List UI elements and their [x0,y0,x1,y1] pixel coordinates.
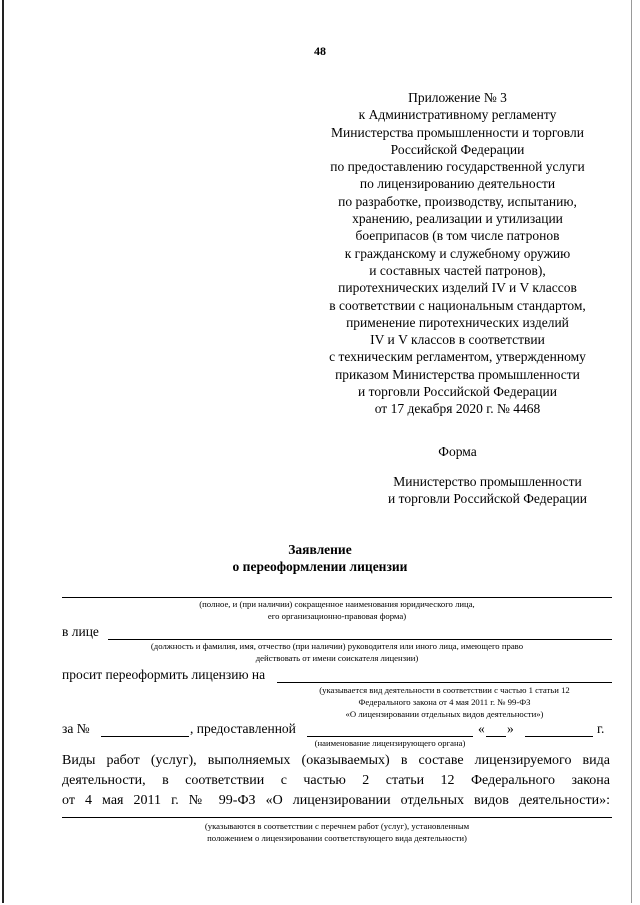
head-caption [62,640,612,664]
appendix-line: приказом Министерства промышленности [335,366,580,382]
appendix-line: от 17 декабря 2020 г. № 4468 [374,401,541,417]
appendix-line: Российской Федерации [390,141,525,157]
title-line: Заявление [288,542,352,557]
appendix-line: хранению, реализации и утилизации [352,211,563,227]
recipient-line: Министерство промышленности [393,474,582,489]
in-person-label: в лице [62,624,99,639]
paragraph-line: деятельности, в соответствии с частью 2 статьи 12 Федерального закона [62,773,610,788]
year-suffix: г. [597,721,605,736]
caption-line: (указываются в соответствии с перечнем работ (услуг), установленным [204,821,470,831]
appendix-line: боеприпасов (в том числе патронов [355,228,560,244]
caption-line: его организационно-правовая форма) [267,611,407,621]
appendix-line: Приложение № 3 [408,90,507,105]
appendix-line: и торговли Российской Федерации [358,384,557,400]
provided-label: , предоставленной [190,721,296,736]
caption-line: действовать от имени соискателя лицензии) [255,653,419,663]
works-field[interactable] [62,817,612,818]
appendix-line: пиротехнических изделий IV и V классов [338,280,577,296]
caption-line: Федерального закона от 4 мая 2011 г. № 99-ФЗ [358,697,531,707]
paragraph-line: от 4 мая 2011 г. № 99-ФЗ «О лицензировании отдельных видов деятельности»: [62,793,610,808]
document-title [0,541,640,575]
month-year-field[interactable] [525,736,593,737]
license-number-label: за № [62,721,90,736]
appendix-line: по предоставлению государственной услуги [330,159,585,175]
appendix-line: IV и V классов в соответствии [370,332,545,348]
works-paragraph [62,751,610,811]
appendix-line: по лицензированию деятельности [359,176,556,192]
appendix-line: Министерства промышленности и торговли [331,124,584,140]
appendix-line: по разработке, производству, испытанию, [338,193,577,209]
appendix-line: в соответствии с национальным стандартом, [329,297,586,313]
quote-close: » [507,721,514,736]
caption-line: положением о лицензировании соответствующего вида деятельности) [207,833,467,843]
caption-line: «О лицензировании отдельных видов деятельности») [345,709,544,719]
appendix-line: применение пиротехнических изделий [346,314,569,330]
works-caption [62,820,612,844]
caption-line: (полное, и (при наличии) сокращенное наименования юридического лица, [199,599,475,609]
recipient [345,473,630,507]
authority-caption: (наименование лицензирующего органа) [314,738,466,748]
title-line: о переоформлении лицензии [232,559,408,574]
recipient-line: и торговли Российской Федерации [388,491,587,506]
org-caption [62,598,612,622]
appendix-line: с техническим регламентом, утвержденному [329,349,586,365]
appendix-line: к Административному регламенту [358,107,557,123]
page-number: 48 [314,44,326,58]
quote-open: « [478,721,485,736]
appendix-header [305,89,610,418]
activity-field[interactable] [277,682,612,683]
activity-caption [277,684,612,720]
form-label: Форма [438,444,477,459]
caption-line: (указывается вид деятельности в соответствии с частью 1 статьи 12 [319,685,570,695]
request-label: просит переоформить лицензию на [62,667,266,682]
appendix-line: к гражданскому и служебному оружию [344,245,571,261]
license-number-field[interactable] [101,736,189,737]
paragraph-line: Виды работ (услуг), выполняемых (оказываемых) в составе лицензируемого вида [62,753,610,768]
appendix-line: и составных частей патронов), [369,262,546,278]
caption-line: (должность и фамилия, имя, отчество (при наличии) руководителя или иного лица, имеющего право [150,641,524,651]
